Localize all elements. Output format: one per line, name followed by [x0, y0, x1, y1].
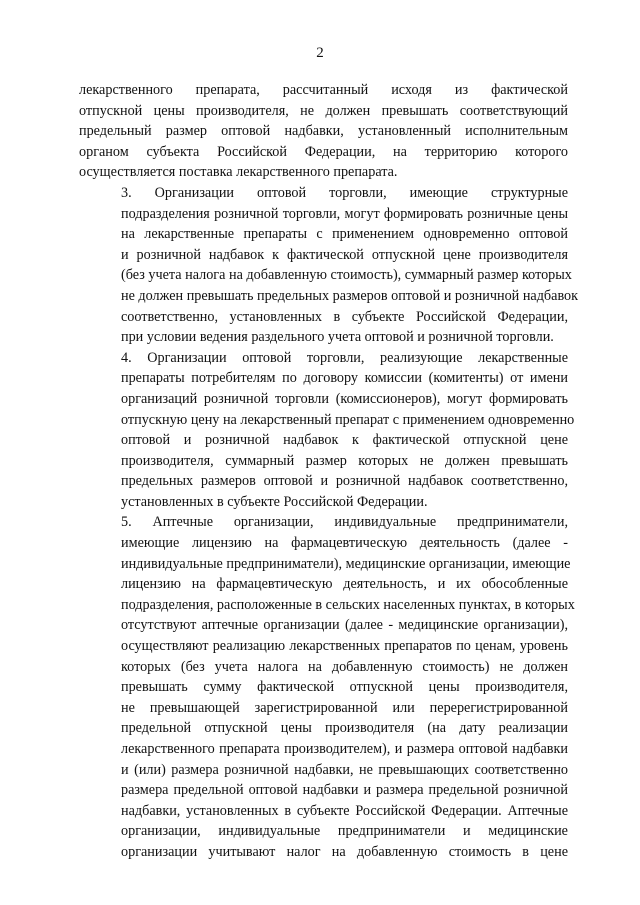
- text-line: (без учета налога на добавленную стоимость), суммарный размер которых: [121, 267, 572, 284]
- text-line: и розничной надбавок к фактической отпускной цене производителя: [121, 246, 568, 263]
- text-line: органом субъекта Российской Федерации, на территорию которого: [79, 143, 568, 160]
- paragraph-item-3: [79, 183, 579, 348]
- text-line: на лекарственные препараты с применением одновременно оптовой: [121, 226, 568, 243]
- text-line: которых (без учета налога на добавленную стоимость) не должен: [121, 658, 568, 675]
- page-number: 2: [316, 45, 324, 61]
- text-line: лицензию на фармацевтическую деятельность, и их обособленные: [121, 576, 568, 593]
- text-line: превышать сумму фактической отпускной цены производителя,: [121, 679, 568, 696]
- text-line: размера предельной оптовой надбавки и размера предельной розничной: [121, 782, 568, 799]
- text-line: осуществляется поставка лекарственного препарата.: [79, 164, 398, 181]
- text-line: и (или) размера розничной надбавки, не превышающих соответственно: [121, 761, 568, 778]
- text-line: лекарственного препарата, рассчитанный исходя из фактической: [79, 82, 568, 98]
- text-line: индивидуальные предприниматели), медицинские организации, имеющие: [121, 555, 571, 572]
- text-line: надбавки, установленных в субъекте Российской Федерации. Аптечные: [121, 802, 568, 819]
- text-line: отсутствуют аптечные организации (далее - медицинские организации),: [121, 617, 568, 634]
- text-line: предельных размеров оптовой и розничной надбавок соответственно,: [121, 473, 568, 490]
- text-line: организации учитывают налог на добавленную стоимость в цене: [121, 843, 568, 860]
- text-line: отпускную цену на лекарственный препарат с применением одновременно: [121, 411, 575, 428]
- text-line: подразделения, расположенные в сельских населенных пунктах, в которых: [121, 596, 575, 613]
- text-line: отпускной цены производителя, не должен превышать соответствующий: [79, 102, 568, 119]
- text-line: не должен превышать предельных размеров оптовой и розничной надбавок: [121, 287, 579, 304]
- paragraph-item-4: [79, 348, 575, 513]
- paragraph-continuation: [79, 80, 568, 183]
- text-line: имеющие лицензию на фармацевтическую деятельность (далее -: [121, 535, 568, 552]
- text-line: 5. Аптечные организации, индивидуальные предприниматели,: [121, 514, 568, 531]
- text-line: организации, индивидуальные предприниматели и медицинские: [121, 823, 568, 840]
- paragraph-item-5: [79, 512, 575, 862]
- text-line: не превышающей зарегистрированной или перерегистрированной: [121, 699, 568, 716]
- text-line: подразделения розничной торговли, могут формировать розничные цены: [121, 205, 568, 222]
- text-line: предельной отпускной цены производителя (на дату реализации: [121, 720, 568, 737]
- document-body: [79, 80, 579, 863]
- text-line: организаций розничной торговли (комиссионеров), могут формировать: [121, 390, 568, 407]
- text-line: при условии ведения раздельного учета оптовой и розничной торговли.: [121, 329, 554, 346]
- text-line: установленных в субъекте Российской Федерации.: [121, 493, 428, 510]
- text-line: 4. Организации оптовой торговли, реализующие лекарственные: [121, 349, 568, 366]
- text-line: оптовой и розничной надбавок к фактической отпускной цене: [121, 432, 568, 449]
- text-line: 3. Организации оптовой торговли, имеющие структурные: [121, 184, 568, 201]
- text-line: лекарственного препарата производителем), и размера оптовой надбавки: [121, 741, 568, 757]
- text-line: осуществляют реализацию лекарственных препаратов по ценам, уровень: [121, 638, 568, 655]
- text-line: соответственно, установленных в субъекте Российской Федерации,: [121, 308, 568, 325]
- text-line: производителя, суммарный размер которых не должен превышать: [121, 452, 568, 469]
- text-line: препараты потребителям по договору комиссии (комитенты) от имени: [121, 370, 568, 387]
- text-line: предельный размер оптовой надбавки, установленный исполнительным: [79, 123, 568, 140]
